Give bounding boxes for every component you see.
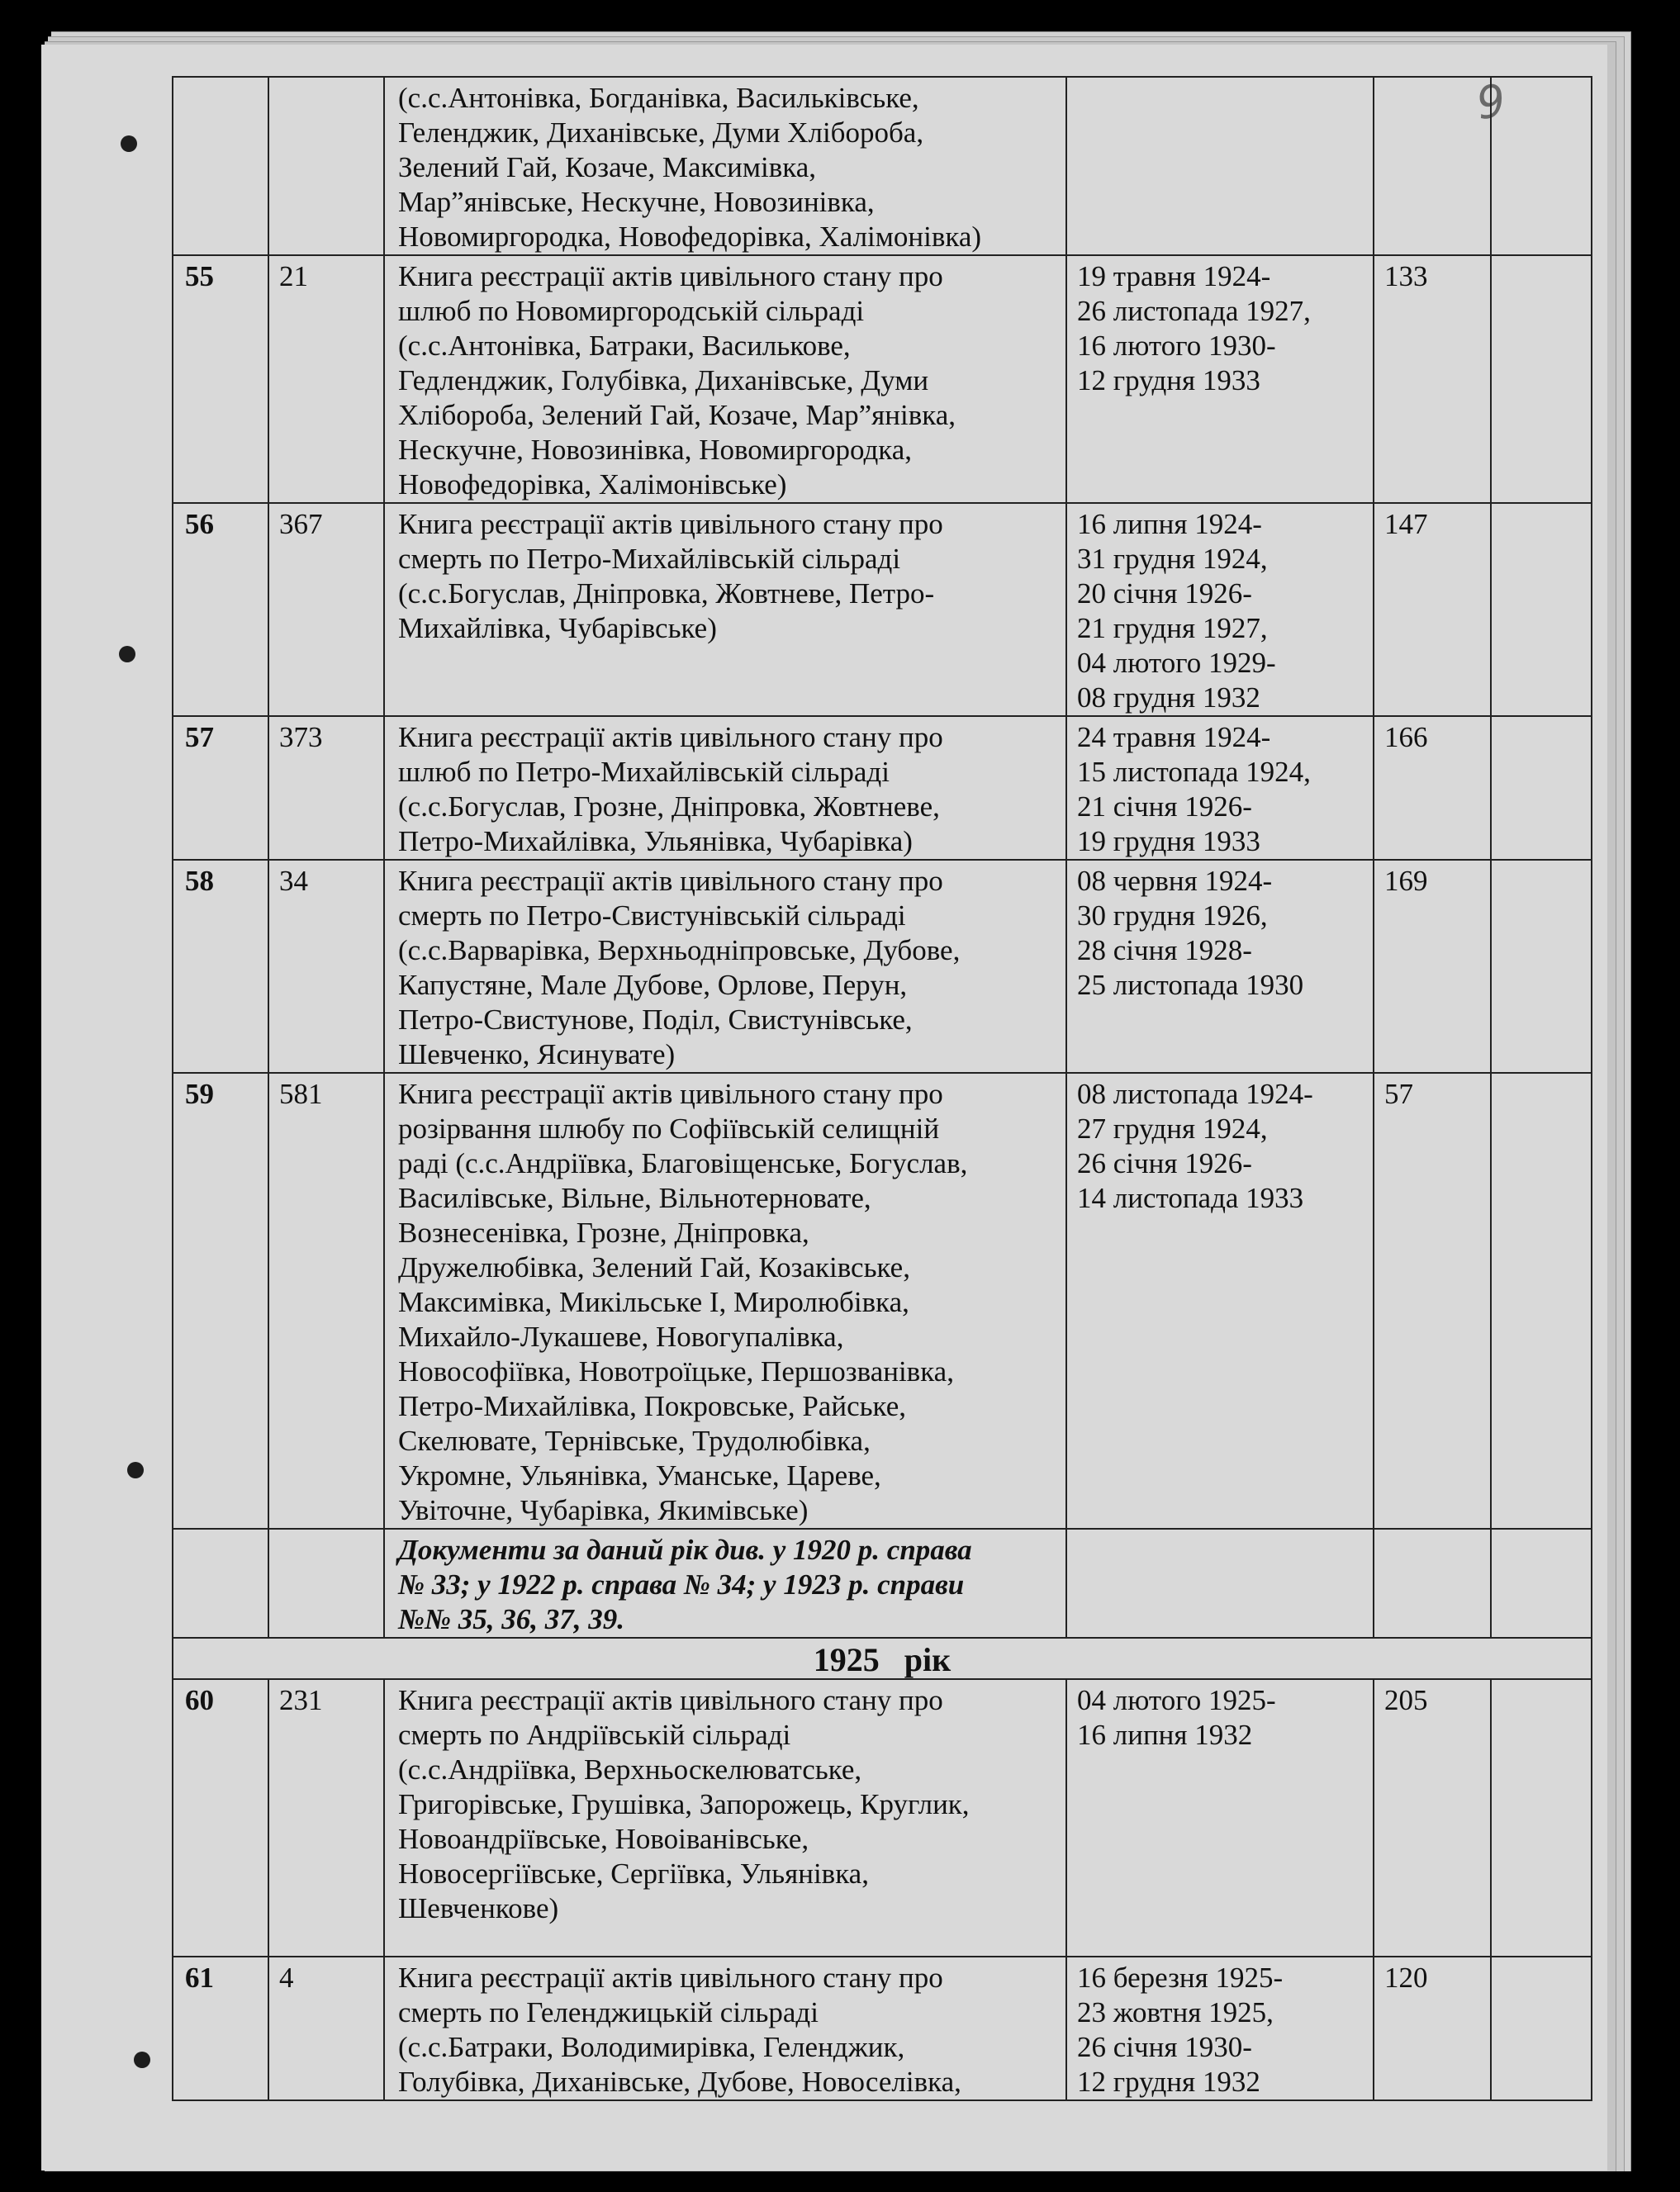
date-line: 20 січня 1926- (1077, 577, 1252, 610)
description-line: Петро-Михайлівка, Покровське, Райське, (398, 1390, 906, 1422)
sheet-count-cell: 169 (1374, 860, 1491, 1073)
date-range-cell (1066, 503, 1374, 716)
description-line: Голубівка, Диханівське, Дубове, Новоселівка, (398, 2066, 961, 2098)
reference-number-cell: 581 (268, 1073, 384, 1529)
year-heading: 1925 рік (173, 1638, 1592, 1679)
punch-hole (119, 646, 135, 662)
inventory-table (172, 76, 1592, 2101)
description-line: Книга реєстрації актів цивільного стану про (398, 721, 943, 753)
notes-cell (1491, 503, 1592, 716)
case-number-cell (173, 1529, 268, 1638)
reference-number-cell (268, 1529, 384, 1638)
reference-note-line: № 33; у 1922 р. справа № 34; у 1923 р. справи (398, 1568, 965, 1601)
description-line: Хлібороба, Зелений Гай, Козаче, Мар”янівка, (398, 399, 956, 431)
date-line: 16 липня 1932 (1077, 1719, 1253, 1751)
notes-cell (1491, 1957, 1592, 2100)
date-line: 04 лютого 1929- (1077, 647, 1276, 679)
notes-cell (1491, 1679, 1592, 1957)
description-cell (384, 1957, 1066, 2100)
sheet-count-cell: 205 (1374, 1679, 1491, 1957)
description-line: Новомиргородка, Новофедорівка, Халімонівка) (398, 221, 982, 253)
description-line: (с.с.Богуслав, Дніпровка, Жовтневе, Петро- (398, 577, 935, 610)
date-line: 24 травня 1924- (1077, 721, 1271, 753)
case-number-cell: 61 (173, 1957, 268, 2100)
notes-cell (1491, 1529, 1592, 1638)
description-cell (384, 255, 1066, 503)
reference-number-cell: 34 (268, 860, 384, 1073)
description-line: Книга реєстрації актів цивільного стану про (398, 1078, 943, 1110)
date-line: 12 грудня 1933 (1077, 364, 1260, 396)
date-line: 08 листопада 1924- (1077, 1078, 1313, 1110)
case-number-cell: 57 (173, 716, 268, 860)
date-range-cell (1066, 860, 1374, 1073)
date-line: 28 січня 1928- (1077, 934, 1252, 966)
case-number-cell: 56 (173, 503, 268, 716)
date-line: 16 лютого 1930- (1077, 330, 1276, 362)
description-line: Дружелюбівка, Зелений Гай, Козаківське, (398, 1251, 910, 1283)
date-line: 16 березня 1925- (1077, 1962, 1284, 1994)
description-line: Укромне, Ульянівка, Уманське, Цареве, (398, 1459, 881, 1492)
sheet-count-cell: 147 (1374, 503, 1491, 716)
description-line: смерть по Геленджицькій сільраді (398, 1996, 819, 2028)
case-number-cell: 55 (173, 255, 268, 503)
description-line: Гедленджик, Голубівка, Диханівське, Думи (398, 364, 929, 396)
date-line: 19 грудня 1933 (1077, 825, 1260, 857)
description-line: Михайлівка, Чубарівське) (398, 612, 717, 644)
sheet-count-cell (1374, 1529, 1491, 1638)
date-line: 08 грудня 1932 (1077, 681, 1260, 714)
case-number-cell (173, 77, 268, 255)
description-line: шлюб по Новомиргородській сільраді (398, 295, 865, 327)
date-line: 21 січня 1926- (1077, 790, 1252, 823)
date-line: 25 листопада 1930 (1077, 969, 1304, 1001)
date-line: 21 грудня 1927, (1077, 612, 1268, 644)
reference-note-line: Документи за даний рік див. у 1920 р. справа (398, 1534, 972, 1566)
reference-number-cell: 367 (268, 503, 384, 716)
description-line: (с.с.Антонівка, Богданівка, Васильківське, (398, 82, 919, 114)
table-row (173, 1679, 1592, 1957)
description-line: Максимівка, Микільське І, Миролюбівка, (398, 1286, 909, 1318)
notes-cell (1491, 716, 1592, 860)
description-line: Капустяне, Мале Дубове, Орлове, Перун, (398, 969, 908, 1001)
date-line: 23 жовтня 1925, (1077, 1996, 1274, 2028)
case-number-cell: 59 (173, 1073, 268, 1529)
description-line: Новоандріївське, Новоіванівське, (398, 1823, 809, 1855)
description-line: Скелювате, Тернівське, Трудолюбівка, (398, 1425, 871, 1457)
notes-cell (1491, 77, 1592, 255)
description-line: Петро-Свистунове, Поділ, Свистунівське, (398, 1003, 913, 1036)
date-range-cell (1066, 1679, 1374, 1957)
description-line: Нескучне, Новозинівка, Новомиргородка, (398, 434, 913, 466)
description-line: Книга реєстрації актів цивільного стану про (398, 260, 943, 292)
date-line: 31 грудня 1924, (1077, 543, 1268, 575)
description-line: Михайло-Лукашеве, Новогупалівка, (398, 1321, 844, 1353)
description-line: Новосергіївське, Сергіївка, Ульянівка, (398, 1858, 869, 1890)
date-line: 08 червня 1924- (1077, 865, 1273, 897)
sheet-count-cell: 57 (1374, 1073, 1491, 1529)
description-line: (с.с.Богуслав, Грозне, Дніпровка, Жовтневе, (398, 790, 940, 823)
date-range-cell (1066, 255, 1374, 503)
reference-number-cell: 4 (268, 1957, 384, 2100)
inventory-table-body (173, 77, 1592, 2100)
description-line: раді (с.с.Андріївка, Благовіщенське, Богуслав, (398, 1147, 968, 1179)
notes-cell (1491, 860, 1592, 1073)
reference-number-cell (268, 77, 384, 255)
description-line: (с.с.Антонівка, Батраки, Василькове, (398, 330, 851, 362)
description-cell (384, 860, 1066, 1073)
description-line: Книга реєстрації актів цивільного стану про (398, 1684, 943, 1716)
description-line: Григорівське, Грушівка, Запорожець, Круглик, (398, 1788, 970, 1820)
description-line: шлюб по Петро-Михайлівській сільраді (398, 756, 890, 788)
date-line: 27 грудня 1924, (1077, 1113, 1268, 1145)
description-line: Книга реєстрації актів цивільного стану про (398, 865, 943, 897)
date-range-cell (1066, 1073, 1374, 1529)
date-line: 04 лютого 1925- (1077, 1684, 1276, 1716)
date-line: 14 листопада 1933 (1077, 1182, 1304, 1214)
description-line: Василівське, Вільне, Вільнотерновате, (398, 1182, 871, 1214)
reference-note-row (173, 1529, 1592, 1638)
table-row (173, 860, 1592, 1073)
punch-hole (127, 1462, 144, 1478)
description-line: смерть по Петро-Михайлівській сільраді (398, 543, 901, 575)
description-cell (384, 1073, 1066, 1529)
reference-number-cell: 21 (268, 255, 384, 503)
date-line: 19 травня 1924- (1077, 260, 1271, 292)
description-line: Шевченкове) (398, 1892, 559, 1924)
table-row (173, 1073, 1592, 1529)
notes-cell (1491, 255, 1592, 503)
sheet-count-cell: 120 (1374, 1957, 1491, 2100)
sheet-count-cell: 133 (1374, 255, 1491, 503)
date-range-cell (1066, 1957, 1374, 2100)
page-number: 9 (1473, 74, 1509, 130)
table-row (173, 1957, 1592, 2100)
description-line: (с.с.Батраки, Володимирівка, Геленджик, (398, 2031, 905, 2063)
description-line: Книга реєстрації актів цивільного стану про (398, 1962, 943, 1994)
description-line: Шевченко, Ясинувате) (398, 1038, 676, 1070)
description-line: Вознесенівка, Грозне, Дніпровка, (398, 1217, 809, 1249)
description-line: смерть по Петро-Свистунівській сільраді (398, 899, 906, 932)
punch-hole (134, 2052, 150, 2068)
date-line: 30 грудня 1926, (1077, 899, 1268, 932)
sheet-count-cell (1374, 77, 1491, 255)
table-row (173, 503, 1592, 716)
reference-note-cell (384, 1529, 1066, 1638)
notes-cell (1491, 1073, 1592, 1529)
date-range-cell (1066, 1529, 1374, 1638)
description-line: Мар”янівське, Нескучне, Новозинівка, (398, 186, 875, 218)
punch-hole (121, 135, 137, 152)
description-line: Увіточне, Чубарівка, Якимівське) (398, 1494, 809, 1526)
description-line: (с.с.Варварівка, Верхньодніпровське, Дубове, (398, 934, 961, 966)
reference-number-cell: 231 (268, 1679, 384, 1957)
description-line: (с.с.Андріївка, Верхньоскелюватське, (398, 1753, 862, 1786)
date-line: 12 грудня 1932 (1077, 2066, 1260, 2098)
date-range-cell (1066, 716, 1374, 860)
date-line: 16 липня 1924- (1077, 508, 1262, 540)
description-line: Зелений Гай, Козаче, Максимівка, (398, 151, 817, 183)
description-line: Геленджик, Диханівське, Думи Хлібороба, (398, 116, 924, 149)
date-line: 26 січня 1926- (1077, 1147, 1252, 1179)
date-line: 26 січня 1930- (1077, 2031, 1252, 2063)
case-number-cell: 58 (173, 860, 268, 1073)
description-line: розірвання шлюбу по Софіївській селищній (398, 1113, 940, 1145)
description-line: Петро-Михайлівка, Ульянівка, Чубарівка) (398, 825, 913, 857)
description-line: Новофедорівка, Халімонівське) (398, 468, 787, 501)
description-line: Новософіївка, Новотроїцьке, Першозванівка, (398, 1355, 954, 1388)
date-range-cell (1066, 77, 1374, 255)
reference-note-line: №№ 35, 36, 37, 39. (398, 1603, 625, 1635)
description-cell (384, 1679, 1066, 1957)
description-line: смерть по Андріївській сільраді (398, 1719, 791, 1751)
date-line: 26 листопада 1927, (1077, 295, 1311, 327)
year-heading-row (173, 1638, 1592, 1679)
table-row (173, 716, 1592, 860)
date-line: 15 листопада 1924, (1077, 756, 1311, 788)
table-row (173, 255, 1592, 503)
description-line: Книга реєстрації актів цивільного стану про (398, 508, 943, 540)
sheet-count-cell: 166 (1374, 716, 1491, 860)
description-cell (384, 503, 1066, 716)
table-row (173, 77, 1592, 255)
description-cell (384, 716, 1066, 860)
description-cell (384, 77, 1066, 255)
reference-number-cell: 373 (268, 716, 384, 860)
case-number-cell: 60 (173, 1679, 268, 1957)
